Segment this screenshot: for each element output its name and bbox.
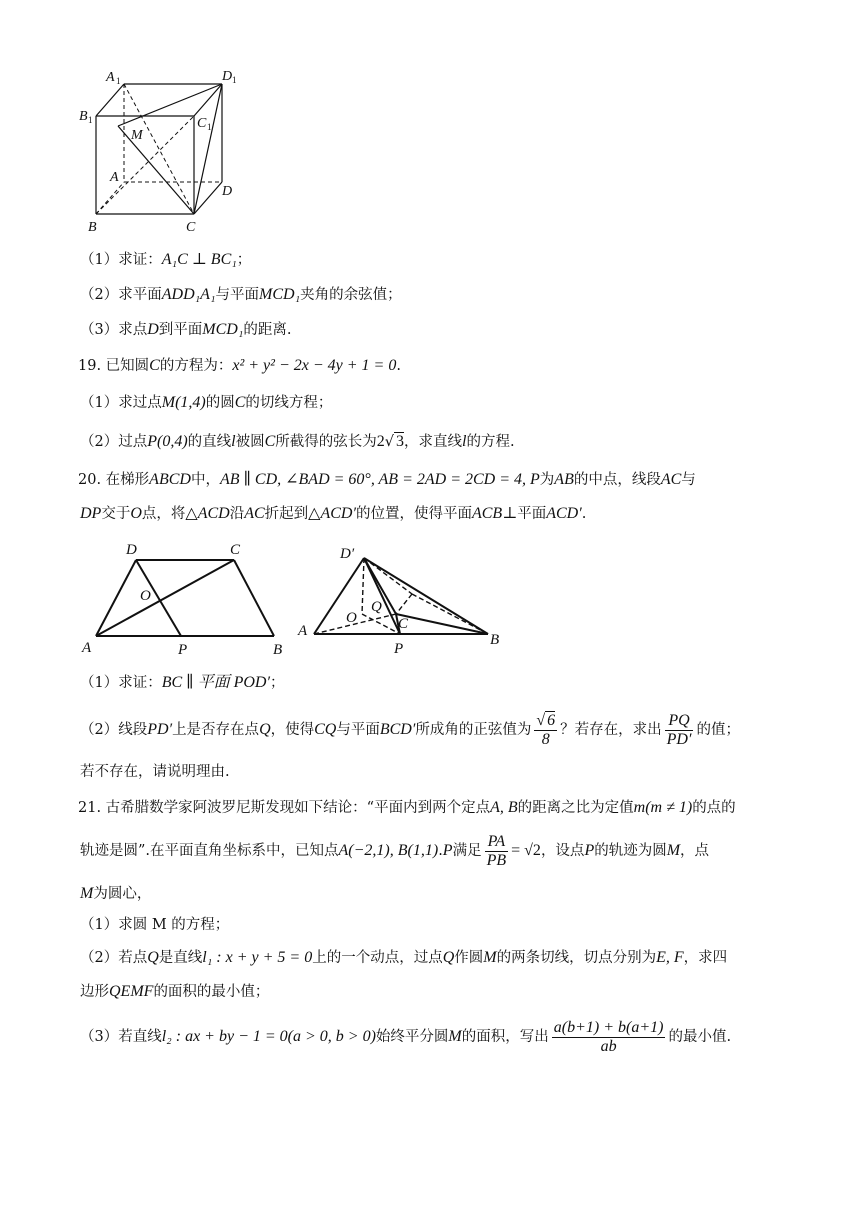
label-c: C [186,220,196,235]
q21-part1: （1）求圆 M 的方程； [80,917,230,933]
label-d: D [222,184,233,199]
label-a1-sub: 1 [116,76,121,86]
q19-stem: 19. 已知圆C的方程为：x² + y² − 2x − 4y + 1 = 0. [78,357,401,374]
q21-stem-line3: M为圆心， [80,885,152,902]
q19-part1: （1）求过点M(1,4)的圆C的切线方程； [80,394,333,411]
fold-label-o: O [346,610,357,626]
q21-part2-line2: 边形QEMF的面积的最小值； [80,983,270,1000]
trap-label-d: D [126,542,137,558]
q19-part2: （2）过点P(0,4)的直线l被圆C所截得的弦长为2√ 3，求直线l的方程. [80,433,515,450]
q20-part1: （1）求证：BC ∥ 平面 POD′； [80,674,285,691]
trap-label-o: O [140,588,151,604]
q20-part2-line2: 若不存在，请说明理由. [80,764,230,780]
label-b1: B [79,109,88,124]
q21-stem-line1: 21. 古希腊数学家阿波罗尼斯发现如下结论：“平面内到两个定点A, B的距离之比为定值m(m ≠ 1)的点的 [78,799,736,816]
label-b1-sub: 1 [88,115,93,125]
label-c1: C [197,116,207,131]
label-d1: D [222,69,233,84]
q21-part2: （2）若点Q是直线l₁ : x + y + 5 = 0上的一个动点，过点Q作圆M的两条切线，切点分别为E, F，求四 [80,949,728,966]
trapezoid-figure [80,536,300,661]
fold-label-q: Q [371,599,382,615]
fold-label-a: A [298,623,308,639]
fold-label-b: B [490,632,500,648]
trap-label-b: B [273,642,283,658]
q20-stem-line1: 20. 在梯形ABCD中，AB ∥ CD, ∠BAD = 60°, AB = 2AD = 2CD = 4, P为AB的中点，线段AC与 [78,471,696,488]
q21-stem-line2: 轨迹是圆”.在平面直角坐标系中，已知点A(−2,1), B(1,1).P满足 $\frac{PA}{PB}$ = √2，设点P的轨迹为圆M，点 [80,832,710,869]
label-m: M [131,128,143,143]
trap-label-a: A [82,640,92,656]
fold-label-p: P [394,641,404,657]
cube-figure [76,64,246,239]
label-a1: A [106,70,115,85]
q20-part2: （2）线段PD′上是否存在点Q，使得CQ与平面BCD′所成角的正弦值为 $\frac{√ 6}{8}$ ？若存在，求出 $\frac{PQ}{PD'}$ 的值； [80,711,740,748]
q21-part3: （3）若直线l₂ : ax + by − 1 = 0(a > 0, b > 0)始终平分圆M的面积，写出 $\frac{a(b+1) + b(a+1)}{ab}$ 的最小值. [80,1018,732,1055]
fold-label-c: C [398,616,409,632]
label-c1-sub: 1 [207,122,212,132]
trap-label-p: P [178,642,188,658]
q18-part3: （3）求点D到平面MCD₁的距离. [80,321,292,338]
folded-figure [296,536,516,661]
q20-stem-line2: DP交于O点，将△ACD沿AC折起到△ACD′的位置，使得平面ACB⊥平面ACD′. [80,505,587,522]
q18-part1: （1）求证：A₁C ⊥ BC₁； [80,251,252,268]
fold-label-d: D′ [340,546,355,562]
label-d1-sub: 1 [232,75,237,85]
label-b: B [88,220,97,235]
trap-label-c: C [230,542,241,558]
label-a: A [110,170,119,185]
q18-part2: （2）求平面ADD₁A₁与平面MCD₁夹角的余弦值； [80,286,402,303]
